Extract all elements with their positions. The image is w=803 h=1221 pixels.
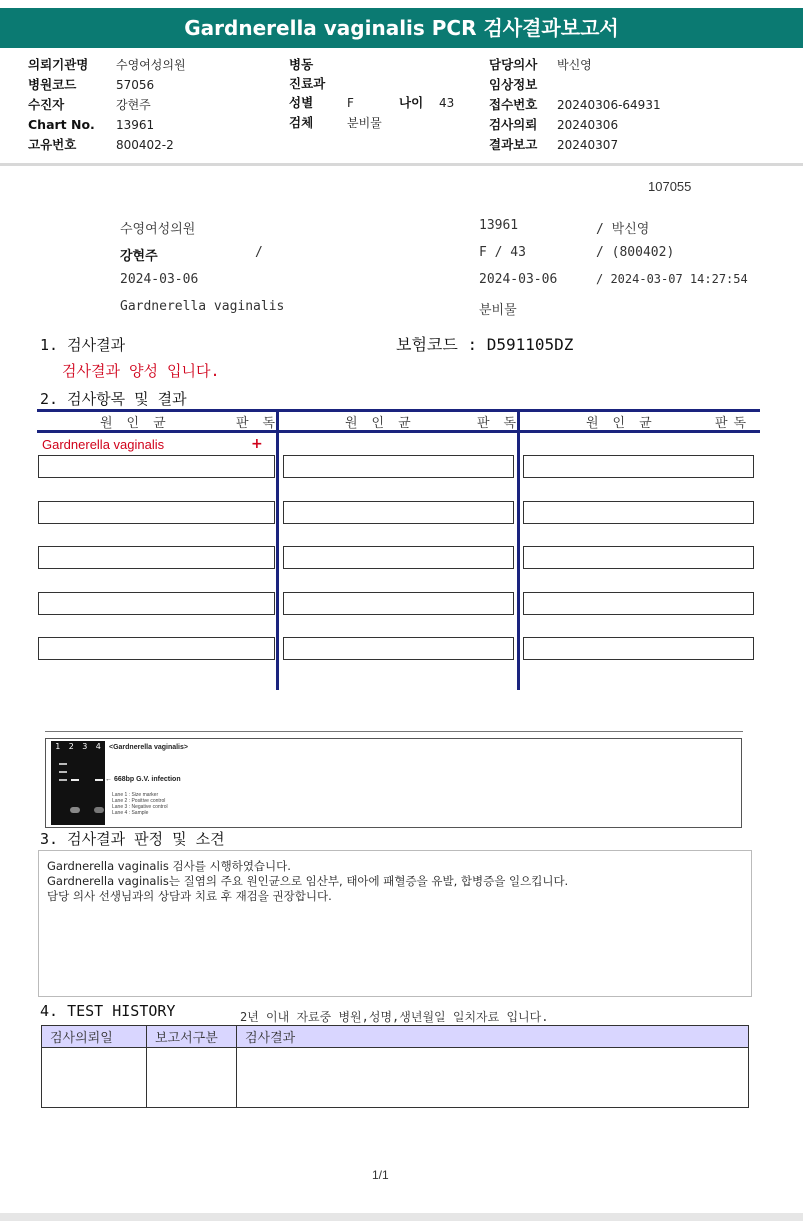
result-cell <box>38 546 275 569</box>
result-cell <box>283 455 514 478</box>
value-receipt-no: 20240306-64931 <box>557 98 661 112</box>
label-doctor: 담당의사 <box>489 57 538 72</box>
label-clinical-info: 임상정보 <box>489 77 538 92</box>
label-receipt-no: 접수번호 <box>489 97 538 112</box>
result-cell <box>283 546 514 569</box>
section2-heading: 2. 검사항목 및 결과 <box>40 390 187 408</box>
result-cell <box>523 501 754 524</box>
result-positive: 검사결과 양성 입니다. <box>62 362 220 380</box>
history-col-report-type: 보고서구분 <box>147 1026 237 1048</box>
report-title: Gardnerella vaginalis PCR 검사결과보고서 <box>0 8 803 48</box>
result-cell <box>523 546 754 569</box>
gel-legend <box>112 792 168 816</box>
document-number: 107055 <box>648 179 692 194</box>
value-clinic: 수영여성의원 <box>116 58 186 72</box>
findings-text <box>39 851 751 904</box>
findings-line: 담당 의사 선생님과의 상담과 치료 후 재검을 권장합니다. <box>47 889 332 903</box>
table-divider-1 <box>276 409 279 690</box>
col-header-judgment-2: 판독 <box>477 416 531 431</box>
insurance-code: 보험코드 : D591105DZ <box>396 335 574 354</box>
result-cell <box>283 592 514 615</box>
value-unique-no: 800402-2 <box>116 138 174 152</box>
col-header-judgment-1: 판독 <box>236 416 290 431</box>
value-specimen: 분비물 <box>347 116 382 130</box>
lane-2-number: 2 <box>68 742 74 751</box>
label-patient: 수진자 <box>28 97 65 112</box>
header-separator <box>0 163 803 166</box>
label-age: 나이 <box>399 95 424 110</box>
label-clinic: 의뢰기관명 <box>28 57 89 72</box>
gel-lane-numbers <box>51 742 105 751</box>
header-col3 <box>489 55 729 155</box>
header-col2 <box>289 55 469 133</box>
result-cell <box>523 455 754 478</box>
table-divider-2 <box>517 409 520 690</box>
info-sex-age: F / 43 <box>479 245 526 260</box>
value-doctor: 박신영 <box>557 58 592 72</box>
label-ward: 병동 <box>289 57 314 72</box>
history-header-row <box>42 1026 749 1048</box>
section4-heading: 4. TEST HISTORY <box>40 1002 176 1020</box>
info-clinic: 수영여성의원 <box>120 222 196 237</box>
info-patient-slash: / <box>255 245 263 260</box>
value-hospital-code: 57056 <box>116 78 155 92</box>
value-sex: F <box>347 96 354 110</box>
history-empty-row <box>42 1048 749 1108</box>
value-request-date: 20240306 <box>557 118 619 132</box>
history-table <box>41 1025 749 1108</box>
primer-dimer <box>94 807 104 813</box>
lane-4-number: 4 <box>95 742 101 751</box>
history-cell <box>237 1048 749 1108</box>
history-cell <box>147 1048 237 1108</box>
result-cell <box>38 592 275 615</box>
value-chart-no: 13961 <box>116 118 155 132</box>
label-dept: 진료과 <box>289 76 326 91</box>
info-patient: 강현주 <box>120 249 158 264</box>
label-request-date: 검사의뢰 <box>489 117 538 132</box>
findings-box <box>38 850 752 997</box>
history-note: 2년 이내 자료중 병원,성명,생년월일 일치자료 입니다. <box>240 1010 549 1024</box>
result-cell <box>38 501 275 524</box>
page-number: 1/1 <box>372 1168 389 1182</box>
info-id: / (800402) <box>596 245 675 260</box>
gel-title: <Gardnerella vaginalis> <box>109 744 188 751</box>
findings-line: Gardnerella vaginalis는 질염의 주요 원인균으로 임산부, 태아에 패혈증을 유발, 합병증을 일으킵니다. <box>47 874 569 888</box>
label-chart-no: Chart No. <box>28 117 95 132</box>
section1-heading: 1. 검사결과 <box>40 336 126 354</box>
organism-name: Gardnerella vaginalis <box>42 437 165 452</box>
history-cell <box>42 1048 147 1108</box>
lane-1-number: 1 <box>55 742 61 751</box>
gel-frame <box>45 738 742 828</box>
gel-top-line <box>45 731 743 732</box>
footer-bar <box>0 1213 803 1221</box>
marker-band <box>59 763 67 765</box>
info-date1: 2024-03-06 <box>120 272 199 287</box>
gel-legend-item: Lane 3 : Negative control <box>112 804 168 810</box>
header-col1 <box>28 55 268 155</box>
marker-band <box>59 779 67 781</box>
result-cell <box>283 637 514 660</box>
gel-legend-item: Lane 2 : Positive control <box>112 798 166 804</box>
gel-image <box>51 741 105 825</box>
positive-band <box>71 779 79 781</box>
value-report-date: 20240307 <box>557 138 619 152</box>
label-specimen: 검체 <box>289 115 314 130</box>
result-cell <box>523 637 754 660</box>
history-col-result: 검사결과 <box>237 1026 749 1048</box>
info-doctor: / 박신영 <box>596 222 650 237</box>
gel-legend-item: Lane 1 : Size marker <box>112 792 159 798</box>
info-specimen: 분비물 <box>479 303 517 318</box>
col-header-organism-2: 원인균 <box>345 416 425 431</box>
section3-heading: 3. 검사결과 판정 및 소견 <box>40 830 225 848</box>
gel-band-label: ← 668bp G.V. infection <box>105 776 181 783</box>
organism-result: + <box>251 436 263 452</box>
label-report-date: 결과보고 <box>489 137 538 152</box>
col-header-organism-1: 원인균 <box>100 416 180 431</box>
findings-line: Gardnerella vaginalis 검사를 시행하였습니다. <box>47 859 291 873</box>
gel-legend-item: Lane 4 : Sample <box>112 810 149 816</box>
info-chart: 13961 <box>479 218 519 233</box>
value-age: 43 <box>439 96 455 110</box>
label-sex: 성별 <box>289 95 314 110</box>
value-patient: 강현주 <box>116 98 151 112</box>
col-header-organism-3: 원인균 <box>586 416 666 431</box>
result-cell <box>283 501 514 524</box>
info-date3: / 2024-03-07 14:27:54 <box>596 272 748 286</box>
info-test-name: Gardnerella vaginalis <box>120 299 285 314</box>
marker-band <box>59 771 67 773</box>
info-date2: 2024-03-06 <box>479 272 558 287</box>
result-cell <box>38 637 275 660</box>
sample-band <box>95 779 103 781</box>
col-header-judgment-3: 판독 <box>715 416 753 431</box>
label-hospital-code: 병원코드 <box>28 77 77 92</box>
history-col-request-date: 검사의뢰일 <box>42 1026 147 1048</box>
label-unique-no: 고유번호 <box>28 137 77 152</box>
result-cell <box>523 592 754 615</box>
lane-3-number: 3 <box>82 742 88 751</box>
result-cell <box>38 455 275 478</box>
primer-dimer <box>70 807 80 813</box>
